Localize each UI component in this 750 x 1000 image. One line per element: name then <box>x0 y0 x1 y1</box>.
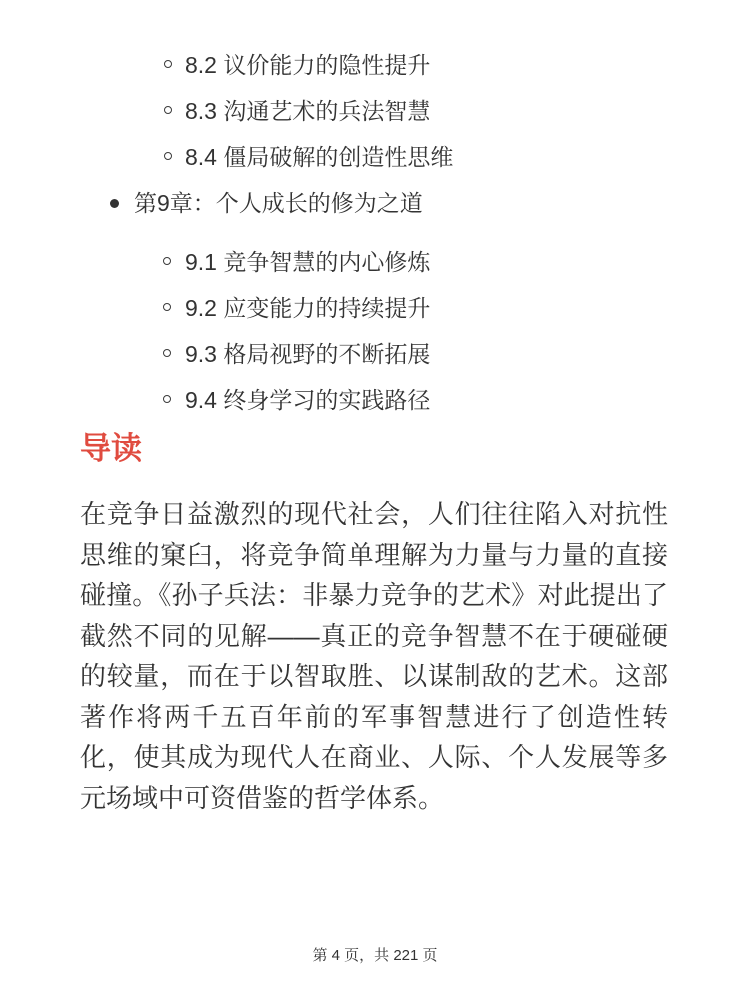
toc-item <box>80 142 670 172</box>
toc-item-label: 9.1 竞争智慧的内心修炼 <box>185 249 431 275</box>
toc-sublist-chapter9 <box>134 247 670 415</box>
toc-item-label: 8.4 僵局破解的创造性思维 <box>185 144 454 170</box>
toc-item-chapter9 <box>80 188 670 415</box>
intro-paragraph: 在竞争日益激烈的现代社会，人们往往陷入对抗性思维的窠臼，将竞争简单理解为力量与力量的直接碰撞。《孙子兵法：非暴力竞争的艺术》对此提出了截然不同的见解——真正的竞争智慧不在于硬碰硬的较量，而在于以智取胜、以谋制敌的艺术。这部著作将两千五百年前的军事智慧进行了创造性转化，使其成为现代人在商业、人际、个人发展等多元场域中可资借鉴的哲学体系。 <box>80 499 668 813</box>
toc-item <box>80 96 670 126</box>
circle-bullet-icon <box>163 257 171 265</box>
circle-bullet-icon <box>163 395 171 403</box>
section-heading: 导读 <box>80 431 142 466</box>
toc-item-label: 9.2 应变能力的持续提升 <box>185 295 431 321</box>
toc-sublist-chapter8 <box>80 50 670 172</box>
toc-item-label: 8.3 沟通艺术的兵法智慧 <box>185 98 431 124</box>
toc-item-label: 8.2 议价能力的隐性提升 <box>185 52 431 78</box>
circle-bullet-icon <box>164 60 172 68</box>
disc-bullet-icon <box>110 199 119 208</box>
circle-bullet-icon <box>163 303 171 311</box>
circle-bullet-icon <box>164 152 172 160</box>
toc-chapter-label: 第9章：个人成长的修为之道 <box>134 190 423 216</box>
page-number-indicator: 第 4 页，共 221 页 <box>312 947 438 964</box>
toc-item <box>134 247 670 277</box>
circle-bullet-icon <box>164 106 172 114</box>
toc-item-label: 9.3 格局视野的不断拓展 <box>185 341 431 367</box>
toc-item <box>134 339 670 369</box>
toc-item <box>134 385 670 415</box>
toc-item <box>134 293 670 323</box>
toc-item-label: 9.4 终身学习的实践路径 <box>185 387 431 413</box>
toc-item <box>80 50 670 80</box>
circle-bullet-icon <box>163 349 171 357</box>
toc-chapter-list <box>80 188 670 415</box>
